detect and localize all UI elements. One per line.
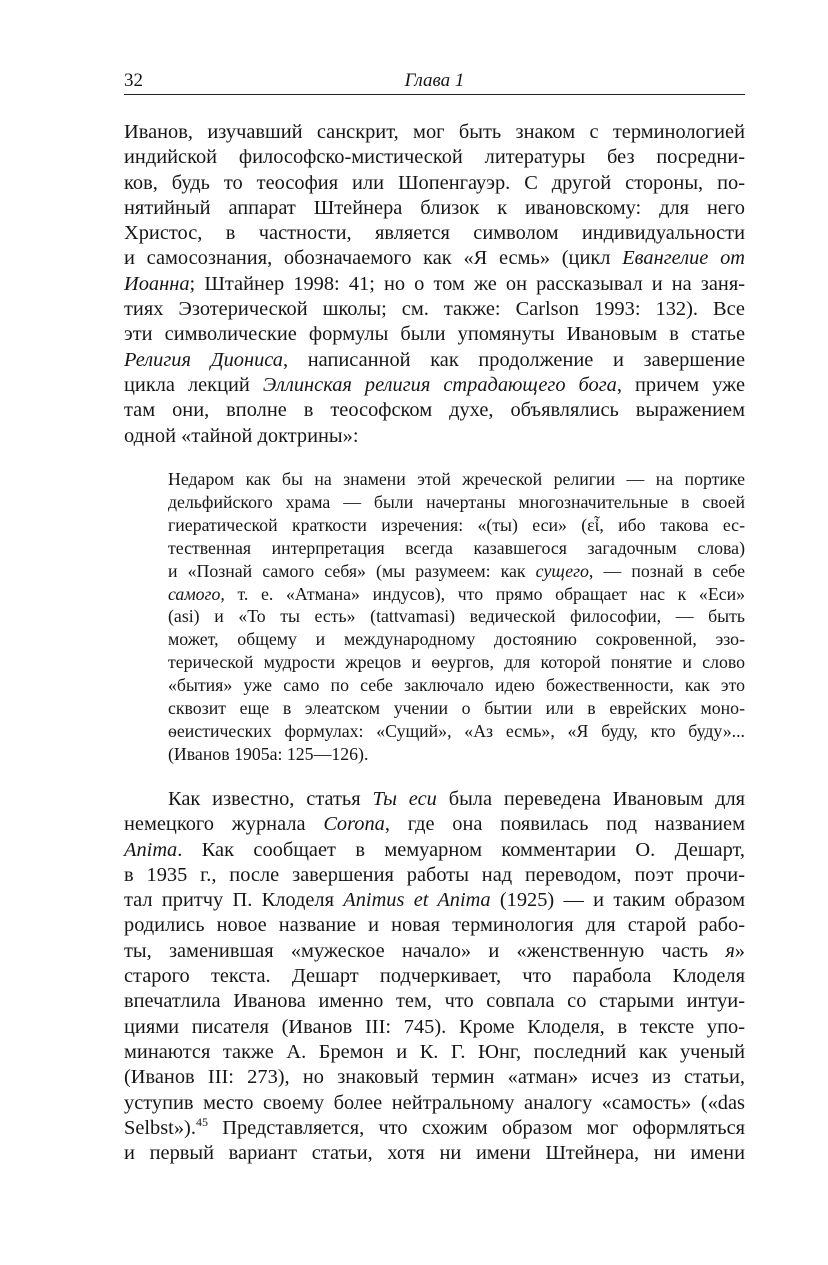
text-line: Христос, в частности, является символом индивидуальности [124,222,745,245]
quote-line: гиератической краткости изречения: «(ты) еси» (εἶ, ибо такова ес- [168,514,745,535]
text-line: циями писателя (Иванов III: 745). Кроме Клоделя, в тексте упо- [124,1015,745,1038]
text-line: немецкого журнала Corona, где она появилась под названием [124,813,745,836]
text-line: и первый вариант статьи, хотя ни имени Штейнера, ни имени [124,1142,745,1165]
page-number: 32 [124,70,143,91]
quote-line: терической мудрости жрецов и ѳеургов, для которой понятие и слово [168,652,745,673]
text-line: и самосознания, обозначаемого как «Я есмь» (цикл Евангелие от [124,247,746,270]
text-line: одной «тайной доктрины»: [124,424,359,447]
text-line: уступив место своему более нейтральному аналогу «самость» («das [124,1091,745,1114]
text-line: минаются также А. Бремон и К. Г. Юнг, последний как ученый [124,1040,745,1063]
text-line: нятийный аппарат Штейнера близок к ивановскому: для него [124,196,745,219]
text-line: Selbst»).$^{45}$ Представляется, что схожим образом мог оформляться [124,1114,745,1139]
paragraph-1 [124,120,745,449]
footnote-marker[interactable]: 45 [195,1114,208,1129]
text-line: Как известно, статья Ты еси была переведена Ивановым для [168,788,746,810]
text-line: цикла лекций Эллинская религия страдающего бога, причем уже [124,373,745,396]
page [124,0,745,1265]
text-line: ты, заменившая «мужеское начало» и «женственную часть я» [124,939,745,962]
text-line: Anima. Как сообщает в мемуарном комментарии О. Дешарт, [124,838,745,861]
quote-line: и «Познай самого себя» (мы разумеем: как сущего, — познай в себе [168,560,745,581]
quote-line: (asi) и «То ты есть» (tattvamasi) ведической философии, — быть [168,606,745,627]
text-line: в 1935 г., после завершения работы над переводом, поэт прочи- [124,863,745,886]
text-line: (Иванов III: 273), но знаковый термин «атман» исчез из статьи, [124,1066,745,1089]
text-line: Иоанна; Штайнер 1998: 41; но о том же он рассказывал и на заня- [124,272,745,295]
text-line: Иванов, изучавший санскрит, мог быть знаком с терминологией [124,121,745,143]
quote-line: тественная интерпретация всегда казавшегося загадочным слова) [168,537,745,558]
text-line: эти символические формулы были упомянуты Ивановым в статье [124,323,745,346]
text-line: старого текста. Дешарт подчеркивает, что парабола Клоделя [124,965,745,988]
text-line: там они, вполне в теософском духе, объявлялись выражением [124,399,745,422]
text-line: тал притчу П. Клоделя Animus et Anima (1925) — и таким образом [124,889,746,912]
text-line: ков, будь то теософия или Шопенгауэр. С другой стороны, по- [124,171,745,194]
text-line: тиях Эзотерической школы; см. также: Carlson 1993: 132). Все [124,298,745,321]
quote-line: самого, т. е. «Атмана» индусов), что прямо обращает нас к «Еси» [168,583,745,604]
text-line: Религия Диониса, написанной как продолжение и завершение [124,348,745,371]
quote-line: (Иванов 1905а: 125—126). [168,743,369,764]
paragraph-2 [124,787,745,1166]
quote-line: сквозит еще в элеатском учении о бытии или в еврейских моно- [168,698,745,719]
quote-line: может, общему и международному достоянию сокровенной, эзо- [168,629,745,650]
running-head [124,70,745,95]
text-line: родились новое название и новая терминология для старой рабо- [124,914,745,937]
text-line: индийской философско-мистической литературы без посредни- [124,146,745,169]
quote-line: Недаром как бы на знамени этой жреческой религии — на портике [168,469,745,489]
quote-line: «бытия» уже само по себе заключало идею божественности, как это [168,675,745,696]
quote-line: ѳеистических формулах: «Сущий», «Аз есмь», «Я буду, кто буду»... [168,720,745,741]
text-line: впечатлила Иванова именно тем, что совпала со старыми интуи- [124,990,745,1013]
quote-line: дельфийского храма — были начертаны многозначительные в своей [168,491,745,512]
block-quote [168,468,745,766]
chapter-title: Глава 1 [404,70,465,91]
